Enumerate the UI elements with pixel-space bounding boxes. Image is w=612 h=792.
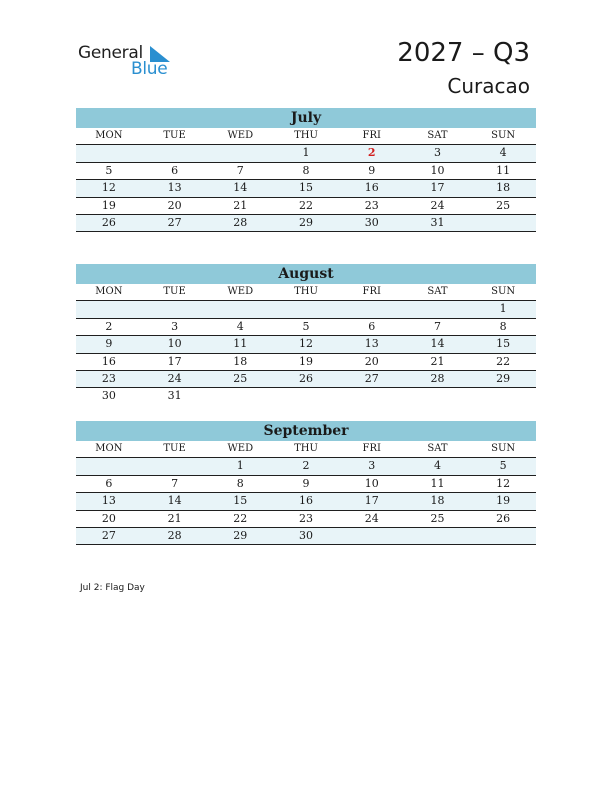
day-cell: 15 bbox=[496, 337, 511, 351]
weekday-label: SAT bbox=[427, 286, 448, 297]
weekday-header-row bbox=[76, 128, 536, 145]
day-cell: 26 bbox=[496, 511, 511, 525]
day-cell bbox=[405, 301, 471, 317]
weekday-label: MON bbox=[95, 130, 123, 141]
day-cell: 31 bbox=[430, 215, 445, 229]
weekday-label: THU bbox=[294, 443, 318, 454]
country-name: Curacao bbox=[447, 74, 530, 98]
day-cell: 5 bbox=[302, 319, 310, 333]
day-cell: 18 bbox=[430, 494, 445, 508]
day-cell: 14 bbox=[430, 337, 445, 351]
weekday-label: TUE bbox=[163, 443, 186, 454]
day-cell: 6 bbox=[171, 163, 179, 177]
day-cell: 9 bbox=[105, 337, 113, 351]
weekday-label: WED bbox=[227, 130, 254, 141]
day-cell: 30 bbox=[101, 389, 116, 403]
month-title: August bbox=[76, 264, 536, 284]
day-cell: 12 bbox=[299, 337, 314, 351]
day-cell bbox=[142, 301, 208, 317]
day-cell: 7 bbox=[433, 319, 441, 333]
day-cell: 12 bbox=[496, 476, 511, 490]
week-row bbox=[76, 528, 536, 545]
day-cell: 11 bbox=[496, 163, 511, 177]
day-cell: 17 bbox=[430, 181, 445, 195]
week-row bbox=[76, 215, 536, 232]
day-cell: 13 bbox=[101, 494, 116, 508]
day-cell: 23 bbox=[299, 511, 314, 525]
day-cell: 21 bbox=[167, 511, 182, 525]
day-cell: 1 bbox=[302, 146, 310, 160]
day-cell: 27 bbox=[167, 215, 182, 229]
month-calendar-september bbox=[76, 421, 536, 545]
day-cell: 20 bbox=[364, 354, 379, 368]
weekday-label: SAT bbox=[427, 130, 448, 141]
day-cell: 6 bbox=[368, 319, 376, 333]
weekday-label: FRI bbox=[362, 443, 381, 454]
day-cell: 3 bbox=[171, 319, 179, 333]
weekday-header-row bbox=[76, 284, 536, 301]
day-cell: 19 bbox=[496, 494, 511, 508]
weekday-label: SUN bbox=[491, 286, 516, 297]
day-cell: 7 bbox=[171, 476, 179, 490]
month-calendar-july bbox=[76, 108, 536, 232]
weekday-label: MON bbox=[95, 286, 123, 297]
week-row bbox=[76, 371, 536, 388]
day-cell: 8 bbox=[236, 476, 244, 490]
day-cell: 5 bbox=[105, 163, 113, 177]
weekday-label: WED bbox=[227, 443, 254, 454]
day-cell: 6 bbox=[105, 476, 113, 490]
day-cell: 10 bbox=[430, 163, 445, 177]
day-cell: 31 bbox=[167, 389, 182, 403]
day-cell: 22 bbox=[299, 198, 314, 212]
day-cell: 26 bbox=[299, 371, 314, 385]
day-cell: 17 bbox=[167, 354, 182, 368]
day-cell: 28 bbox=[233, 215, 248, 229]
day-cell: 29 bbox=[233, 528, 248, 542]
day-cell bbox=[470, 528, 536, 544]
day-cell: 13 bbox=[167, 181, 182, 195]
day-cell bbox=[76, 458, 142, 474]
day-cell: 11 bbox=[430, 476, 445, 490]
day-cell: 15 bbox=[299, 181, 314, 195]
week-row bbox=[76, 476, 536, 493]
brand-logo bbox=[78, 43, 178, 79]
day-cell: 1 bbox=[499, 302, 507, 316]
day-cell: 19 bbox=[101, 198, 116, 212]
day-cell: 27 bbox=[101, 528, 116, 542]
day-cell bbox=[339, 301, 405, 317]
weekday-label: MON bbox=[95, 443, 123, 454]
month-title: July bbox=[76, 108, 536, 128]
day-cell: 9 bbox=[302, 476, 310, 490]
day-cell: 27 bbox=[364, 371, 379, 385]
day-cell: 9 bbox=[368, 163, 376, 177]
day-cell: 29 bbox=[496, 371, 511, 385]
day-cell bbox=[273, 301, 339, 317]
day-cell: 20 bbox=[101, 511, 116, 525]
week-row bbox=[76, 336, 536, 353]
day-cell bbox=[142, 458, 208, 474]
day-cell: 2 bbox=[105, 319, 113, 333]
weekday-label: TUE bbox=[163, 130, 186, 141]
weekday-label: SAT bbox=[427, 443, 448, 454]
week-row bbox=[76, 163, 536, 180]
day-cell: 16 bbox=[299, 494, 314, 508]
day-cell: 30 bbox=[299, 528, 314, 542]
day-cell: 25 bbox=[233, 371, 248, 385]
brand-word-blue: Blue bbox=[131, 59, 168, 79]
holiday-note: Jul 2: Flag Day bbox=[80, 583, 145, 593]
weekday-label: TUE bbox=[163, 286, 186, 297]
day-cell: 10 bbox=[364, 476, 379, 490]
day-cell bbox=[339, 388, 405, 405]
weekday-header-row bbox=[76, 441, 536, 458]
day-cell: 18 bbox=[496, 181, 511, 195]
day-cell: 20 bbox=[167, 198, 182, 212]
day-cell bbox=[405, 388, 471, 405]
week-row bbox=[76, 511, 536, 528]
day-cell: 4 bbox=[499, 146, 507, 160]
day-cell: 16 bbox=[101, 354, 116, 368]
day-cell: 21 bbox=[233, 198, 248, 212]
week-row bbox=[76, 388, 536, 405]
weekday-label: WED bbox=[227, 286, 254, 297]
day-cell: 14 bbox=[167, 494, 182, 508]
day-cell: 4 bbox=[433, 459, 441, 473]
day-cell: 15 bbox=[233, 494, 248, 508]
brand-word-general: General bbox=[78, 43, 143, 63]
week-row bbox=[76, 145, 536, 162]
day-cell bbox=[207, 388, 273, 405]
day-cell bbox=[76, 145, 142, 161]
day-cell bbox=[207, 301, 273, 317]
day-cell: 5 bbox=[499, 459, 507, 473]
day-cell: 24 bbox=[430, 198, 445, 212]
day-cell: 24 bbox=[167, 371, 182, 385]
day-cell: 11 bbox=[233, 337, 248, 351]
weekday-label: SUN bbox=[491, 443, 516, 454]
day-cell: 8 bbox=[499, 319, 507, 333]
page-title: 2027 – Q3 bbox=[397, 38, 530, 68]
day-cell bbox=[142, 145, 208, 161]
day-cell: 18 bbox=[233, 354, 248, 368]
day-cell: 16 bbox=[364, 181, 379, 195]
weekday-label: FRI bbox=[362, 286, 381, 297]
day-cell: 25 bbox=[430, 511, 445, 525]
day-cell: 21 bbox=[430, 354, 445, 368]
day-cell: 7 bbox=[236, 163, 244, 177]
day-cell: 25 bbox=[496, 198, 511, 212]
day-cell: 10 bbox=[167, 337, 182, 351]
day-cell: 24 bbox=[364, 511, 379, 525]
weekday-label: THU bbox=[294, 286, 318, 297]
week-row bbox=[76, 319, 536, 336]
day-cell: 2 bbox=[367, 146, 376, 160]
day-cell bbox=[470, 215, 536, 231]
day-cell: 3 bbox=[368, 459, 376, 473]
day-cell: 28 bbox=[430, 371, 445, 385]
day-cell: 1 bbox=[236, 459, 244, 473]
weekday-label: SUN bbox=[491, 130, 516, 141]
day-cell bbox=[273, 388, 339, 405]
day-cell bbox=[405, 528, 471, 544]
week-row bbox=[76, 458, 536, 475]
day-cell: 28 bbox=[167, 528, 182, 542]
week-row bbox=[76, 493, 536, 510]
day-cell bbox=[339, 528, 405, 544]
day-cell: 26 bbox=[101, 215, 116, 229]
day-cell: 12 bbox=[101, 181, 116, 195]
day-cell: 19 bbox=[299, 354, 314, 368]
day-cell: 23 bbox=[364, 198, 379, 212]
month-calendar-august bbox=[76, 264, 536, 406]
day-cell: 23 bbox=[101, 371, 116, 385]
day-cell: 14 bbox=[233, 181, 248, 195]
day-cell: 3 bbox=[433, 146, 441, 160]
day-cell: 13 bbox=[364, 337, 379, 351]
day-cell bbox=[207, 145, 273, 161]
day-cell: 8 bbox=[302, 163, 310, 177]
weekday-label: FRI bbox=[362, 130, 381, 141]
week-row bbox=[76, 301, 536, 318]
day-cell bbox=[76, 301, 142, 317]
week-row bbox=[76, 180, 536, 197]
day-cell: 2 bbox=[302, 459, 310, 473]
day-cell: 29 bbox=[299, 215, 314, 229]
weekday-label: THU bbox=[294, 130, 318, 141]
week-row bbox=[76, 198, 536, 215]
day-cell: 22 bbox=[496, 354, 511, 368]
week-row bbox=[76, 354, 536, 371]
day-cell bbox=[470, 388, 536, 405]
day-cell: 17 bbox=[364, 494, 379, 508]
month-title: September bbox=[76, 421, 536, 441]
day-cell: 4 bbox=[236, 319, 244, 333]
day-cell: 30 bbox=[364, 215, 379, 229]
day-cell: 22 bbox=[233, 511, 248, 525]
